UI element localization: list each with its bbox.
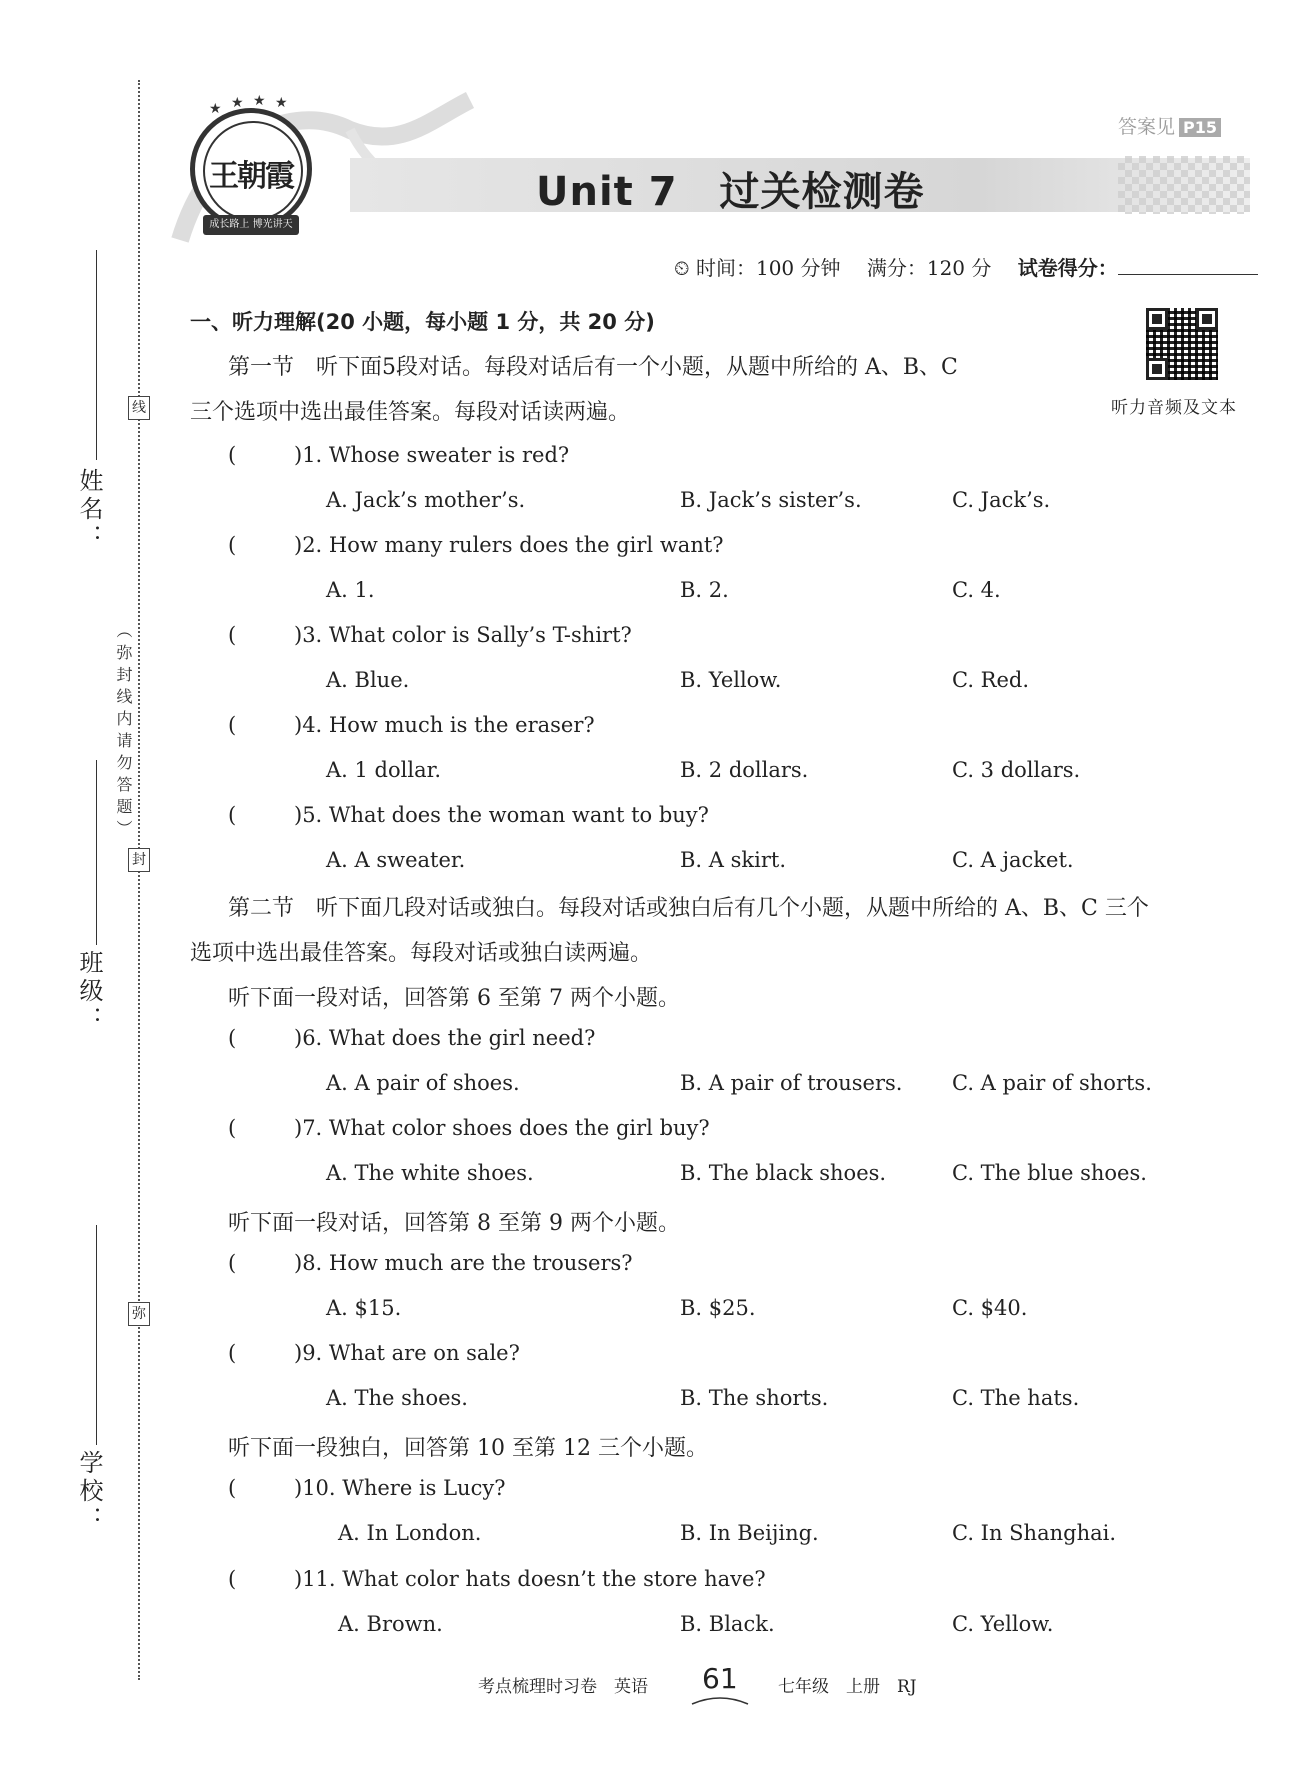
option-a: A. A pair of shoes. [326,1071,520,1095]
option-a: A. The shoes. [326,1386,468,1410]
score-field[interactable] [1118,260,1258,275]
option-b: B. In Beijing. [680,1521,819,1545]
line-char-box: 线 [128,396,150,420]
question-text: )9. What are on sale? [294,1341,520,1365]
option-a: A. The white shoes. [326,1161,534,1185]
answer-blank[interactable]: ( [228,1476,237,1500]
question-text: )2. How many rulers does the girl want? [294,533,724,557]
option-b: B. Jack’s sister’s. [680,488,862,512]
question-stem [228,1026,595,1050]
option-b: B. Yellow. [680,668,782,692]
question-text: )8. How much are the trousers? [294,1251,633,1275]
option-a: A. A sweater. [326,848,466,872]
footer-grade: 七年级 上册 RJ [778,1677,917,1697]
question-text: )3. What color is Sally’s T-shirt? [294,623,632,647]
star-icon: ★ [231,95,244,111]
option-b: B. Black. [680,1612,775,1636]
school-label: 学校： [75,1450,103,1534]
qr-caption: 听力音频及文本 [1111,398,1237,418]
option-c: C. The blue shoes. [952,1161,1147,1185]
test-title: 过关检测卷 [719,169,925,215]
clock-icon: ⏲ [674,256,690,280]
section-title: 一、听力理解(20 小题，每小题 1 分，共 20 分) [190,310,655,334]
class-label: 班级： [75,950,103,1034]
option-c: C. 4. [952,578,1001,602]
logo-name: 王朝霞 [209,159,293,194]
star-icon: ★ [253,93,266,109]
option-c: C. 3 dollars. [952,758,1081,782]
option-b: B. The black shoes. [680,1161,887,1185]
intro-q10-12: 听下面一段独白，回答第 10 至第 12 三个小题。 [228,1436,708,1461]
option-b: B. The shorts. [680,1386,829,1410]
margin-warning: （弥封线内请勿答题） [114,622,133,842]
star-icon: ★ [209,101,222,117]
question-stem [228,803,709,827]
option-c: C. The hats. [952,1386,1080,1410]
part2-instruction-cont: 选项中选出最佳答案。每段对话或独白读两遍。 [190,941,653,966]
question-stem [228,1251,633,1275]
option-a: A. 1. [326,578,375,602]
option-b: B. $25. [680,1296,756,1320]
class-line [96,760,97,945]
question-text: )5. What does the woman want to buy? [294,803,709,827]
binding-dotted-line [138,80,140,1680]
option-c: C. A pair of shorts. [952,1071,1152,1095]
answer-blank[interactable]: ( [228,1251,237,1275]
name-line [96,250,97,460]
answer-blank[interactable]: ( [228,1567,237,1591]
page-number-decoration [690,1694,750,1708]
answer-blank[interactable]: ( [228,443,237,467]
answer-ref-text: 答案见 [1118,116,1176,138]
answer-blank[interactable]: ( [228,803,237,827]
score-label: 试卷得分： [1017,256,1118,280]
option-c: C. $40. [952,1296,1028,1320]
page-number: 61 [702,1662,738,1695]
brand-logo [190,93,312,230]
answer-blank[interactable]: ( [228,533,237,557]
intro-q6-7: 听下面一段对话，回答第 6 至第 7 两个小题。 [228,986,680,1011]
full-score: 满分：120 分 [866,256,992,280]
name-label: 姓名： [75,468,103,552]
school-line [96,1225,97,1445]
question-stem [228,1116,710,1140]
question-text: )4. How much is the eraser? [294,713,595,737]
question-stem [228,623,632,647]
question-text: )1. Whose sweater is red? [294,443,570,467]
qr-code-icon[interactable] [1146,308,1218,380]
question-stem [228,713,595,737]
option-c: C. In Shanghai. [952,1521,1117,1545]
time-limit: 时间：100 分钟 [695,256,841,280]
star-icon: ★ [275,95,288,111]
option-b: B. 2. [680,578,729,602]
option-b: B. A pair of trousers. [680,1071,903,1095]
checker-decoration [1118,156,1250,214]
answer-blank[interactable]: ( [228,713,237,737]
question-stem [228,1476,505,1500]
option-b: B. 2 dollars. [680,758,809,782]
option-c: C. Yellow. [952,1612,1054,1636]
option-c: C. Jack’s. [952,488,1051,512]
option-c: C. A jacket. [952,848,1074,872]
question-text: )6. What does the girl need? [294,1026,596,1050]
mi-char-box: 弥 [128,1302,150,1326]
answer-page-tag: P15 [1179,118,1221,137]
answer-blank[interactable]: ( [228,1341,237,1365]
exam-meta [674,252,1258,281]
option-a: A. Blue. [326,668,410,692]
seal-char-box: 封 [128,848,150,872]
option-a: A. Jack’s mother’s. [326,488,526,512]
intro-q8-9: 听下面一段对话，回答第 8 至第 9 两个小题。 [228,1211,680,1236]
option-c: C. Red. [952,668,1030,692]
option-b: B. A skirt. [680,848,786,872]
question-stem [228,533,724,557]
unit-title: Unit 7 [536,169,678,215]
question-stem [228,1341,520,1365]
answer-reference [1118,112,1221,139]
option-a: A. $15. [326,1296,402,1320]
question-text: )10. Where is Lucy? [294,1476,506,1500]
answer-blank[interactable]: ( [228,623,237,647]
part1-instruction-cont: 三个选项中选出最佳答案。每段对话读两遍。 [190,400,631,425]
part1-instruction: 第一节 听下面5段对话。每段对话后有一个小题，从题中所给的 A、B、C [228,355,958,380]
question-stem [228,443,569,467]
question-stem [228,1567,766,1591]
answer-blank[interactable]: ( [228,1026,237,1050]
logo-slogan: 成长路上 博光讲天 [203,215,299,235]
page-title [536,160,925,217]
question-text: )7. What color shoes does the girl buy? [294,1116,710,1140]
option-a: A. Brown. [338,1612,443,1636]
answer-blank[interactable]: ( [228,1116,237,1140]
option-a: A. 1 dollar. [326,758,441,782]
option-a: A. In London. [338,1521,482,1545]
question-text: )11. What color hats doesn’t the store have? [294,1567,766,1591]
part2-instruction: 第二节 听下面几段对话或独白。每段对话或独白后有几个小题，从题中所给的 A、B、C 三个 [228,896,1149,921]
footer-book: 考点梳理时习卷 英语 [478,1677,648,1697]
